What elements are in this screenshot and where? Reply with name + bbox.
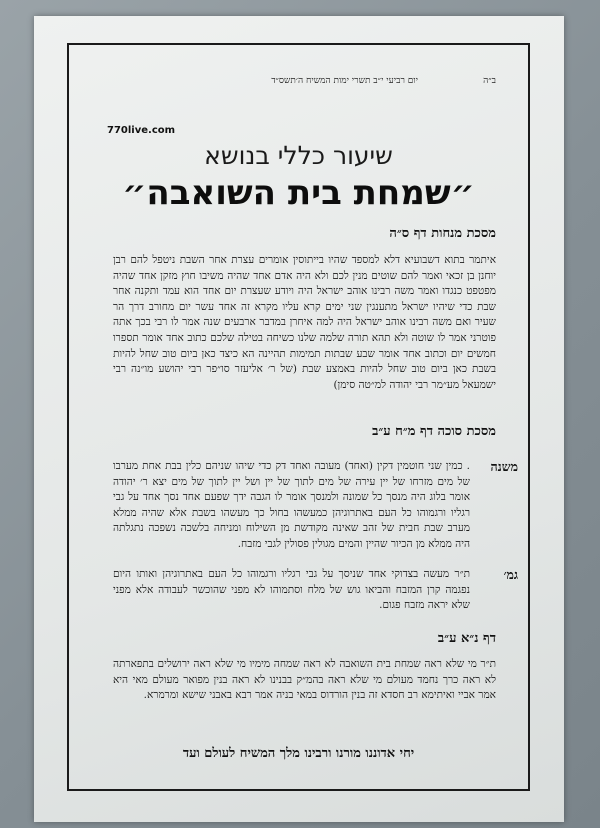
mishna-text: . כמין שני חוטמין דקין (ואחד) מעובה ואחד דק כדי שיהו שניהם כלין בבת אחת מערבו של מים מזרחו של יין עירה של מים לתוך של יין ושל יין לתוך של מים יצא ר׳ יהודה אומר בלוג היה מנסך כל שמונה ולמנסך אומר לו הגבה ידך שפעם אחד נסך אחד על גבי רגליו ורגמוהו כל העם באתרוגיהן כמעשהו בחול כך מעשהו בשבת אלא שהיה ממלא מערב שבת חבית של זהב שאינה מקודשת מן השילוח ומניחה בלשכה נשפכה נתגלתה היה ממלא מן הכיור שהיין והמים מגולין פסולין לגבי מזבח. (113, 460, 470, 550)
section-heading-menachot: מסכת מנחות דף ס״ה (389, 226, 496, 241)
section-heading-sukkah: מסכת סוכה דף מ״ח ע״ב (372, 424, 496, 439)
closing-line: יחי אדוננו מורנו ורבינו מלך המשיח לעולם ועד (182, 746, 415, 761)
gemara-label: גמ׳ (503, 567, 518, 582)
page-letter: ב״ה (483, 76, 496, 86)
section-heading-daf51: דף נ״א ע״ב (437, 631, 496, 646)
page-subtitle: שיעור כללי בנושא (204, 141, 393, 170)
date-line: יום רביעי י״ב תשרי ימות המשיח ה׳תשס״ד (271, 76, 418, 86)
mishna-label: משנה (490, 459, 518, 474)
section-text-menachot: איתמר בתוא דשבועיא דלא למספד שהיו בייתוסין אומרים עצרת אחר השבת ניטפל להם רבן יוחנן בן זכאי ואמר להם שוטים מנין לכם ולא היה אדם אחד שהיה משיבו חוץ מזקן אחד שהיה מפטפט כנגדו ואמר משה רבינו אוהב ישראל היה ויודע שעצרת יום אחד הוא עמד ותקנה אחר שבת כדי שיהיו ישראל מתענגין שני ימים קרא עליו מקרא זה אחד עשר יום מחורב דרך הר שעיר ואם משה רבינו אוהב ישראל היה למה איחרן במדבר ארבעים שנה אמר לו רבי בכך אתה פוטרני אמר לו שוטה ולא תהא תורה שלמה שלנו כשיחה בטילה שלכם כתוב אחד אומר תספרו חמשים יום וכתוב אחד אומר שבע שבתות תמימות תהיינה הא כיצד כאן ביום טוב שחל להיות בשבת כאן ביום טוב שחל להיות באמצע שבת (של ר׳ אליעזר סו״פר רבי יהושע מו״נה רבי ישמעאל מע״מר רבי יהודה למ״טה סימן) (113, 254, 496, 391)
page-title: ״שמחת בית השואבה״ (122, 173, 475, 213)
gemara-text: ת״ר מעשה בצדוקי אחד שניסך על גבי רגליו ורגמוהו כל העם באתרוגיהן ואותו היום נפגמה קרן המזבח והביאו גוש של מלח וסתמוהו לא מפני שהוכשר לעבודה אלא מפני שלא יראה מזבח פגום. (113, 568, 470, 612)
page-border-frame (67, 43, 530, 791)
watermark-url: 770live.com (107, 125, 176, 136)
document-page (34, 16, 564, 822)
section-text-daf51: ת״ר מי שלא ראה שמחת בית השואבה לא ראה שמחה מימיו מי שלא ראה ירושלים בתפארתה לא ראה כרך נחמד מעולם מי שלא ראה בהמ״ק בבנינו לא ראה בנין מפואר מעולם מאי היא אמר אביי ואיתימא רב חסדא זה בנין הורדוס במאי בניה אמר רבא באבני שישא ומרמרא. (113, 658, 496, 702)
